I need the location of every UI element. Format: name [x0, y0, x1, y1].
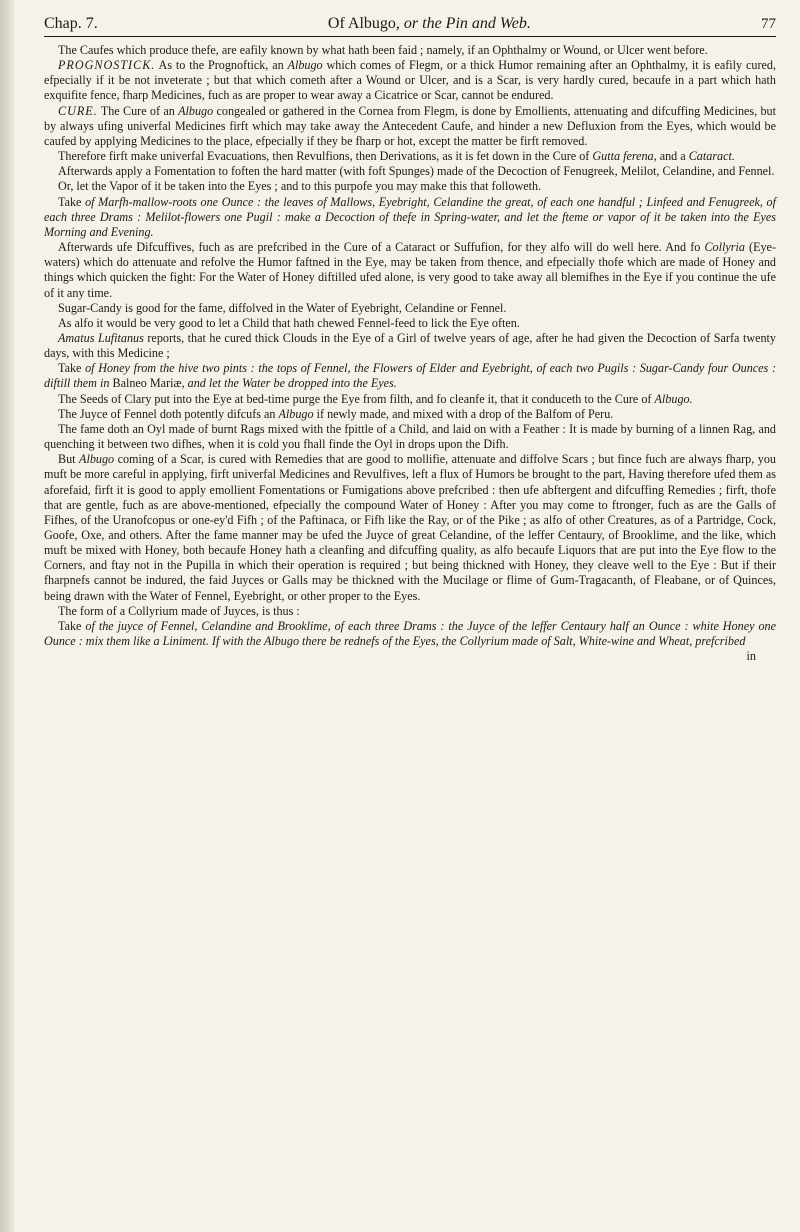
text-run: Or, let the Vapor of it be taken into the Eyes ; and to this purpofe you may make this that followeth. [58, 179, 542, 194]
text-run: Afterwards apply a Fomentation to foften the hard matter (with foft Spunges) made of the Decoction of Fenugreek, Melilot, Celandine, and Fennel. [58, 164, 775, 179]
text-run: The Cure of an [97, 103, 179, 118]
text-run: Sugar-Candy is good for the fame, diffolved in the Water of Eyebright, Celandine or Fennel. [58, 300, 507, 315]
paragraph [44, 604, 776, 619]
italic-run: of the juyce of Fennel, Celandine and Brooklime, of each three Drams : the Juyce of the leffer Centaury half an Ounce : white Honey one Ounce : mix them like a Liniment. If with the Albugo there be rednefs of the Eyes, the Collyrium made of Salt, White-wine and Wheat, prefcribed [44, 618, 777, 649]
text-run: Balneo Mariæ, [112, 376, 185, 391]
text-run: Take [58, 618, 86, 633]
italic-run: Cataract. [688, 149, 735, 164]
text-run: if newly made, and mixed with a drop of the Balfom of Peru. [313, 406, 614, 421]
italic-run: and let the Water be dropped into the Eyes. [184, 376, 397, 391]
italic-run: Collyria [704, 240, 745, 255]
italic-run: of Marfh-mallow-roots one Ounce : the leaves of Mallows, Eyebright, Celandine the great, of each one handful ; Linfeed and Fenugreek, of each three Drams : Melilot-flowers one Pugil : make a Decoction of thefe in Spring-water, and let the fteme or vapor of it be taken into the Eyes Morning and Evening. [44, 194, 777, 239]
text-run: The Caufes which produce thefe, are eafily known by what hath been faid ; namely, if an Ophthalmy or Wound, or Ulcer went before. [58, 43, 708, 57]
italic-run: Gutta ferena, [592, 149, 657, 164]
text-run: The Seeds of Clary put into the Eye at bed-time purge the Eye from filth, and fo cleanfe it, that it conduceth to the Cure of [58, 391, 655, 406]
paragraph [44, 301, 776, 316]
italic-run: CURE. [58, 103, 98, 118]
text-run: Afterwards ufe Difcuffives, fuch as are prefcribed in the Cure of a Cataract or Suffufion, for they alfo will do well here. And fo [58, 240, 705, 255]
italic-run: of Honey from the hive two pints : the tops of Fennel, the Flowers of Elder and Eyebright, of each two Pugils : Sugar-Candy four Ounces : diftill them in [44, 361, 776, 391]
page-number: 77 [760, 16, 776, 32]
paragraph [44, 331, 776, 361]
paragraph [44, 43, 776, 58]
text-run: The Juyce of Fennel doth potently difcufs an [58, 406, 279, 421]
running-title-italic: or the Pin and Web. [403, 15, 531, 32]
text-run: Take [58, 194, 86, 209]
paragraph [44, 361, 776, 391]
paragraph [44, 195, 776, 240]
text-run: coming of a Scar, is cured with Remedies that are good to mollifie, attenuate and diffolve Scars ; but fince fuch are always fharp, you muft be more careful in applying, firft univerfal Medicines and Revulfives, left a flux of Humors be brought to the part, Having therefore ufed them as aforefaid, firft it is good to apply emollient Fomentations or Fumigations above prefcribed : then ufe abftergent and difcuffing Remedies ; firft, thofe that are gentle, fuch as are above-mentioned, efpecially the compound Water of Honey : After you may come to ftronger, fuch as are the Galls of Fifhes, of the Uranofcopus or one-ey'd Fifh ; of the Paftinaca, or Fifh like the Ray, or of the Pike ; as alfo of other Creatures, as of a Partridge, Cock, Goofe, Oxe, and others. After the fame manner may be ufed the Juyce of great Celandine, of the leffer Centaury, of Brooklime, and the like, which muft be mixed with Honey, both becaufe Honey hath a cleanfing and difcuffing quality, as alfo becaufe Liquors that are put into the Eye flow to the Corners, and ftay not in the Pupilla in which their operation is required ; but being thickned with Honey, they cleave well to the Eye : But if their fharpnefs cannot be indured, the faid Juyces or Galls may be thickned with the Mucilage or flime of Gum-Tragacanth, of Fleabane, or of Quinces, being drawn with the Water of Fennel, Eyebright, or other proper to the Eyes. [44, 452, 776, 603]
paragraph [44, 104, 776, 149]
text-run: congealed or gathered in the Cornea from Flegm, is done by Emollients, attenuating and difcuffing Medicines, but by always ufing univerfal Medicines firft which may take away the Antecedent Caufe, and hinder a new Defluxion from the Eyes, which would be caufed by applying Medicines to the place, efpecially if they be fharp or hot, except the matter be firft removed. [44, 103, 776, 148]
text-run: The fame doth an Oyl made of burnt Rags mixed with the fpittle of a Child, and laid on with a Feather : It is made by burning of a linnen Rag, and quenching it between two difhes, when it is cold you fhall finde the Oyl in drops upon the Difh. [44, 421, 776, 452]
italic-run: Albugo [79, 452, 115, 467]
running-title-plain: Of Albugo, [327, 15, 400, 32]
text-run: which comes of Flegm, or a thick Humor remaining after an Ophthalmy, it is eafily cured, efpecially if it be not inveterate ; but that which cometh after a Wound or Ulcer, and is a Scar, is very hardly cured, becaufe in a part which hath exquifite fence, fharp Medicines, fuch as are proper to wear away a Cicatrice or Scar, cannot be endured. [44, 58, 776, 103]
italic-run: Albugo. [654, 391, 693, 406]
paragraph [44, 422, 776, 452]
catchword: in [746, 649, 756, 664]
italic-run: Albugo [287, 58, 323, 73]
text-run: But [58, 452, 80, 467]
paragraph [44, 164, 776, 179]
text-run: Therefore firft make univerfal Evacuations, then Revulfions, then Derivations, as it is fet down in the Cure of [58, 149, 593, 164]
text-run: (Eye-waters) which do attenuate and refolve the Humor faftned in the Eye, may be taken from thence, and efpecially thofe which are made of Honey and things which quicken the fight: For the Water of Honey diftilled ufed alone, is very good to take away all blemifhes in the Eye if you continue the ufe of it any time. [44, 240, 776, 300]
text-run: and a [656, 149, 689, 164]
paragraph [44, 149, 776, 164]
running-title [328, 14, 531, 34]
paragraph [44, 619, 776, 649]
paragraph [44, 392, 776, 407]
italic-run: Albugo [178, 103, 214, 118]
text-run: As to the Prognoftick, an [155, 58, 288, 73]
paragraph [44, 452, 776, 604]
italic-run: Amatus Lufitanus [58, 330, 144, 345]
paragraph [44, 240, 776, 301]
running-header [44, 14, 776, 37]
paragraph [44, 316, 776, 331]
italic-run: PROGNOSTICK. [58, 58, 156, 73]
paragraph [44, 58, 776, 103]
paragraph [44, 179, 776, 194]
italic-run: Albugo [278, 406, 314, 421]
paragraph [44, 407, 776, 422]
chapter-label: Chap. 7. [44, 15, 98, 32]
text-run: The form of a Collyrium made of Juyces, is thus : [58, 603, 300, 618]
text-run: As alfo it would be very good to let a Child that hath chewed Fennel-feed to lick the Eye often. [58, 315, 520, 330]
text-run: Take [58, 361, 86, 376]
page-binding-shadow [0, 0, 14, 1232]
text-run: reports, that he cured thick Clouds in the Eye of a Girl of twelve years of age, after he had given the Decoction of Sarfa twenty days, with this Medicine ; [44, 330, 776, 361]
page-body [44, 43, 776, 664]
